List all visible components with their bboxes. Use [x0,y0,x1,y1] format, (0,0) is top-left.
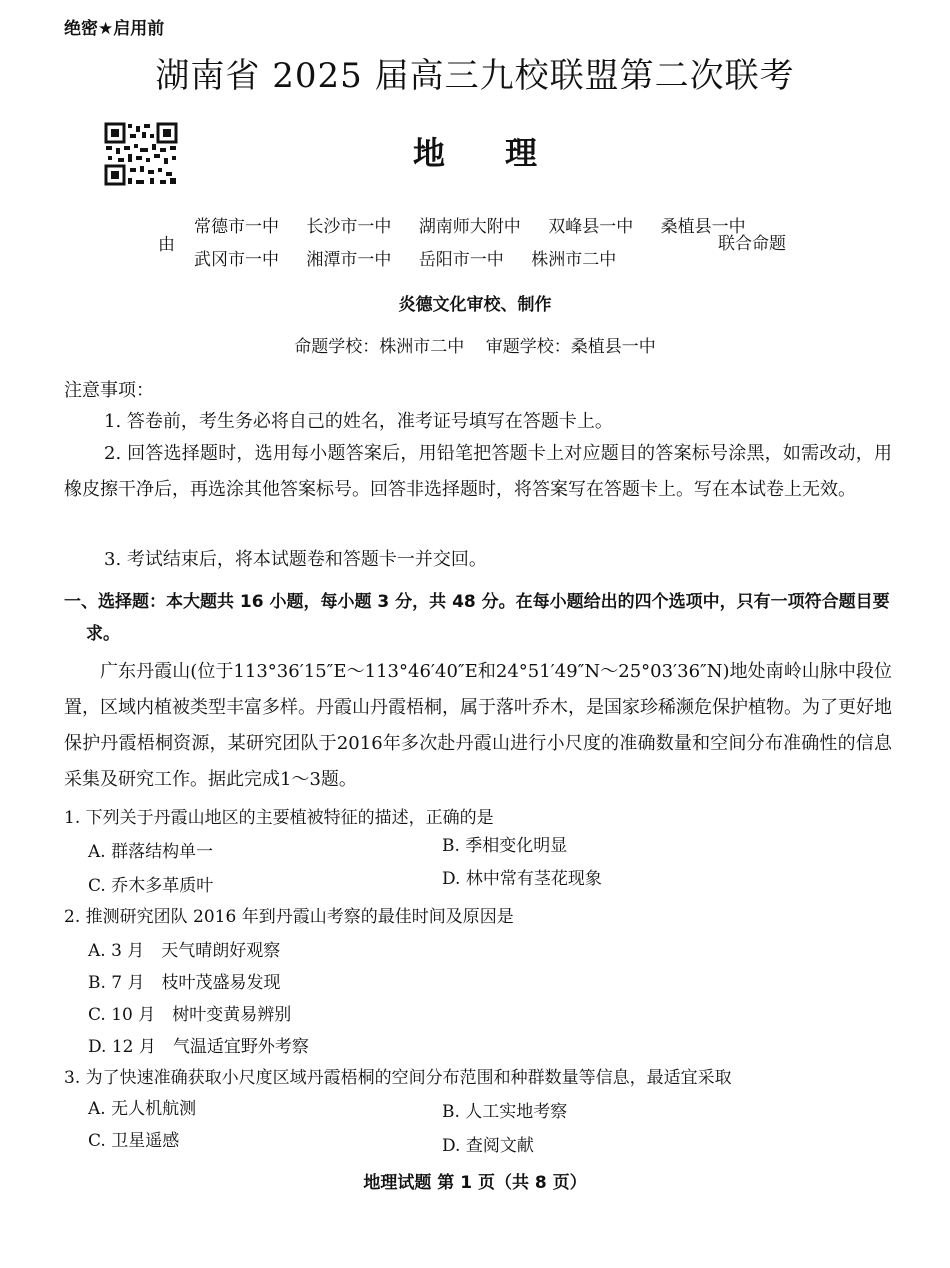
question-option: D. 林中常有茎花现象 [442,869,602,889]
organizer-school: 桑植县一中 [660,217,746,237]
organizer-school: 株洲市二中 [531,250,617,270]
reviewing-school: 审题学校：桑植县一中 [485,337,656,357]
note-item: 1. 答卷前，考生务必将自己的姓名，准考证号填写在答题卡上。 [104,411,613,432]
question-stem: 2. 推测研究团队 2016 年到丹霞山考察的最佳时间及原因是 [64,907,514,927]
question-option: B. 季相变化明显 [442,836,568,856]
subject-title [0,128,950,174]
confidential-label: 绝密★启用前 [64,19,165,39]
section-heading: 一、选择题：本大题共 16 小题，每小题 3 分，共 48 分。在每小题给出的四个选项中，只有一项符合题目要求。 [64,592,890,644]
organizer-school: 武冈市一中 [194,250,279,270]
page-footer: 地理试题 第 1 页（共 8 页） [363,1173,587,1193]
question-option: D. 12 月 气温适宜野外考察 [88,1037,309,1057]
subject-char: 地 [412,134,445,172]
producer-line: 炎德文化审校、制作 [398,295,552,315]
organizer-school: 湘潭市一中 [306,250,392,270]
reading-passage: 广东丹霞山(位于113°36′15″E～113°46′40″E和24°51′49″N～25°03′36″N)地处南岭山脉中段位置，区域内植被类型丰富多样。丹霞山丹霞梧桐，属于落叶乔木，是国家珍稀濒危保护植物。为了更好地保护丹霞梧桐资源，某研究团队于2016年多次赴丹霞山进行小尺度的准确数量和空间分布准确性的信息采集及研究工作。据此完成1～3题。 [64,661,892,790]
question-option: C. 乔木多革质叶 [88,876,214,896]
question-option: A. 3 月 天气晴朗好观察 [88,941,281,961]
notes-heading: 注意事项： [64,380,154,401]
subject-char: 理 [505,134,538,172]
organizer-school: 长沙市一中 [306,217,392,237]
organizer-school: 双峰县一中 [548,217,634,237]
question-stem: 1. 下列关于丹霞山地区的主要植被特征的描述，正确的是 [64,808,494,828]
question-option: C. 10 月 树叶变黄易辨别 [88,1005,292,1025]
question-option: A. 无人机航测 [88,1099,197,1119]
question-option: D. 查阅文献 [442,1136,534,1156]
organizers-by-label: 由 [158,235,175,255]
proposing-reviewing-schools [0,332,950,357]
organizer-school: 常德市一中 [194,217,279,237]
question-option: B. 7 月 枝叶茂盛易发现 [88,973,281,993]
note-item: 3. 考试结束后，将本试题卷和答题卡一并交回。 [104,549,487,570]
note-item: 2. 回答选择题时，选用每小题答案后，用铅笔把答题卡上对应题目的答案标号涂黑，如需改动，用橡皮擦干净后，再选涂其他答案标号。回答非选择题时，将答案写在答题卡上。写在本试卷上无效。 [64,443,892,500]
question-option: A. 群落结构单一 [88,842,214,862]
joint-proposition-label: 联合命题 [718,234,786,254]
organizer-row [194,245,638,270]
proposing-school: 命题学校：株洲市二中 [294,337,465,357]
question-option: B. 人工实地考察 [442,1102,568,1122]
organizer-school: 湖南师大附中 [418,217,521,237]
question-stem: 3. 为了快速准确获取小尺度区域丹霞梧桐的空间分布范围和种群数量等信息，最适宜采取 [64,1068,732,1088]
organizer-school: 岳阳市一中 [418,250,504,270]
question-option: C. 卫星遥感 [88,1131,180,1151]
organizer-row [194,212,768,237]
exam-title: 湖南省 2025 届高三九校联盟第二次联考 [155,56,795,96]
